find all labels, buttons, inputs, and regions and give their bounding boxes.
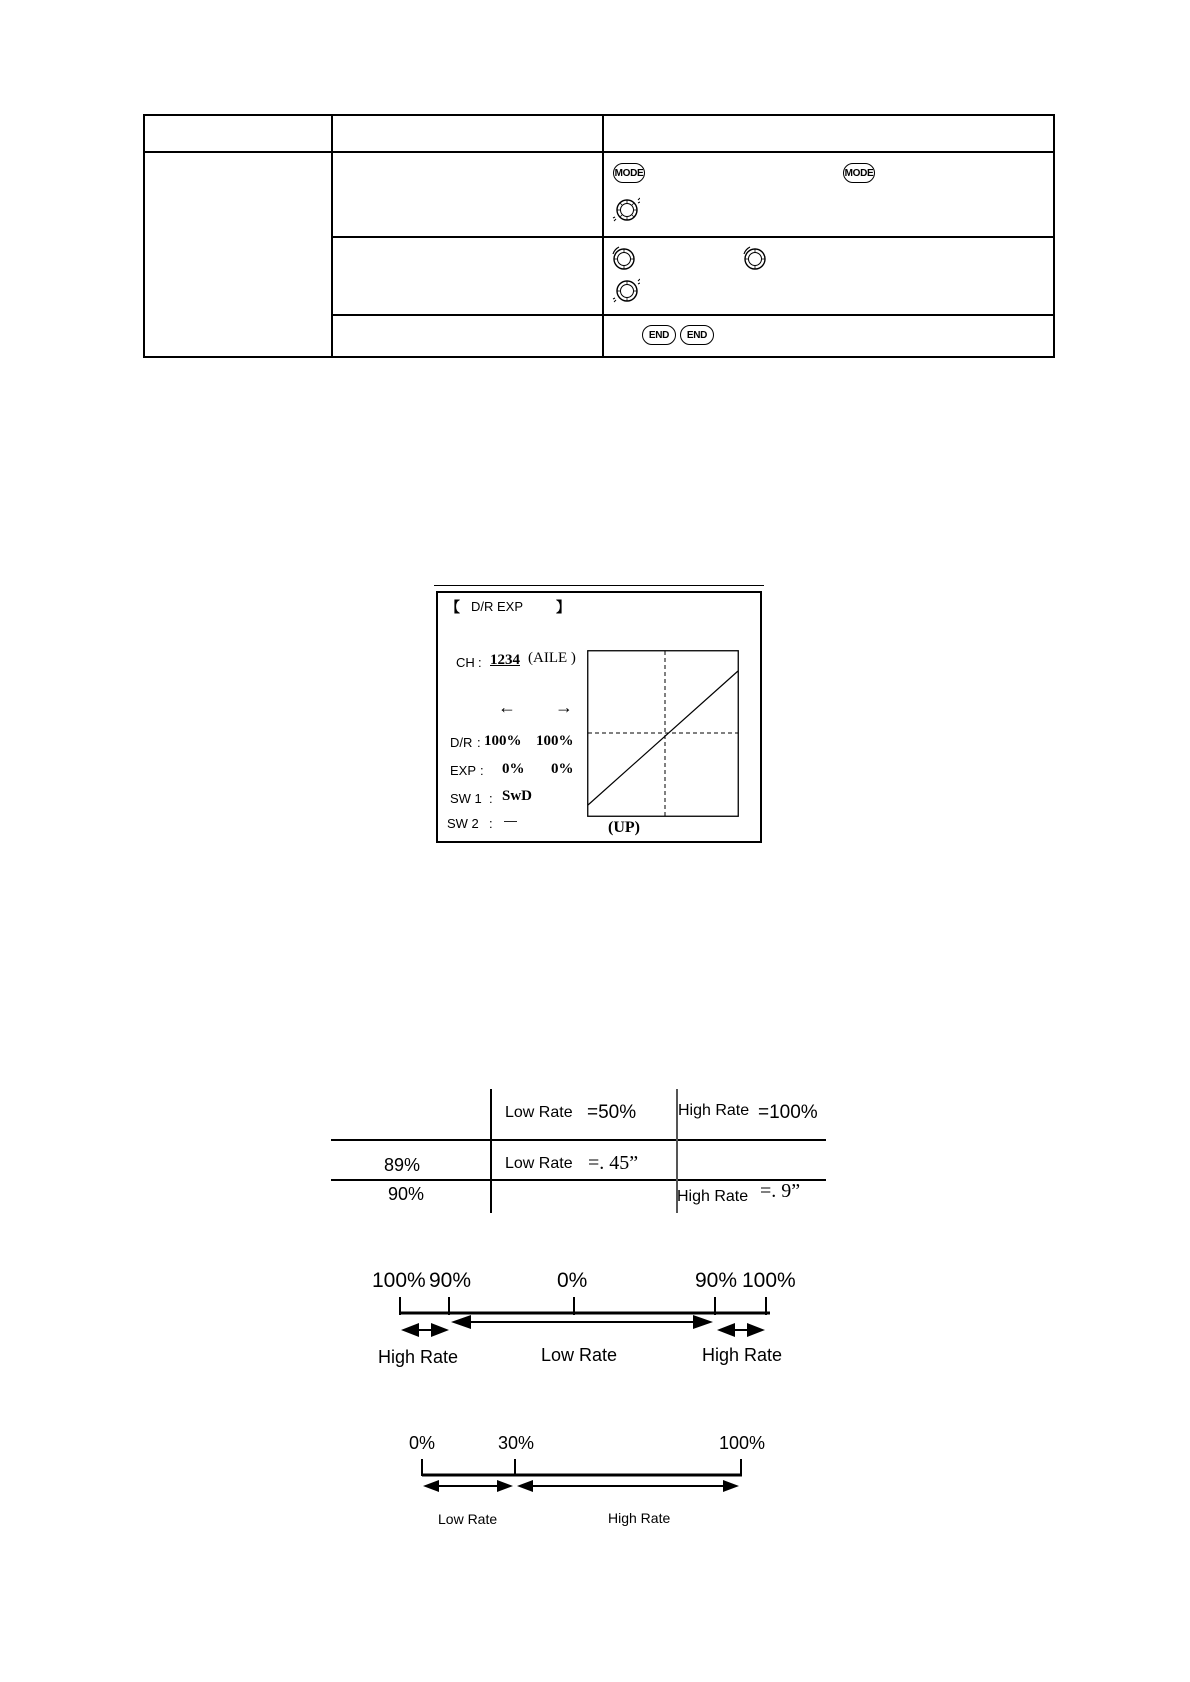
table-row-rule bbox=[332, 236, 1055, 238]
scale2-arrowhead bbox=[723, 1480, 739, 1492]
scale1-low-rate: Low Rate bbox=[541, 1345, 618, 1365]
sw1-value: SwD bbox=[502, 788, 533, 804]
scale2-high-rate: High Rate bbox=[608, 1510, 671, 1526]
lcd-screen bbox=[436, 591, 762, 843]
sw2-sep: : bbox=[489, 816, 493, 831]
mode-button-icon: MODE bbox=[843, 163, 875, 183]
scale1-arrowhead bbox=[431, 1323, 449, 1337]
left-arrow-icon: ← bbox=[498, 697, 516, 717]
exp-label: EXP bbox=[450, 763, 477, 778]
row1-low-label: Low Rate bbox=[505, 1155, 573, 1172]
sw2-value: — bbox=[504, 813, 517, 828]
dr-curve-graph bbox=[587, 650, 739, 817]
table-border-right bbox=[1053, 114, 1055, 358]
title-bracket-close: 】 bbox=[556, 599, 570, 615]
scale2-label-0: 0% bbox=[409, 1433, 436, 1453]
scale2-label-100: 100% bbox=[719, 1433, 766, 1453]
scale1-label-0: 0% bbox=[557, 1269, 588, 1292]
dr-label: D/R bbox=[450, 735, 473, 750]
row1-low-value: =. 45” bbox=[588, 1152, 639, 1174]
end-button-icon: END bbox=[680, 325, 714, 345]
sw1-sep: : bbox=[489, 791, 493, 806]
ch-value: 1234 bbox=[490, 652, 520, 668]
scale1-arrowhead bbox=[451, 1315, 471, 1329]
screen-top-rule bbox=[434, 585, 764, 586]
low-rate-value: =50% bbox=[587, 1102, 637, 1123]
scale2-label-30: 30% bbox=[498, 1433, 535, 1453]
scale1-diagram bbox=[385, 1290, 785, 1342]
row1-left-value: 89% bbox=[384, 1155, 421, 1175]
right-arrow-icon: → bbox=[555, 697, 573, 717]
dial-rotate-icon bbox=[741, 245, 769, 273]
dr-sep: : bbox=[477, 735, 481, 750]
rate-table-rule-2 bbox=[331, 1179, 826, 1181]
scale2-arrowhead bbox=[423, 1480, 439, 1492]
dr-left-value: 100% bbox=[484, 733, 522, 749]
dial-rotate-icon bbox=[610, 245, 638, 273]
scale2-low-rate: Low Rate bbox=[438, 1511, 498, 1527]
table-border-bottom bbox=[143, 356, 1055, 358]
rate-table-col-1 bbox=[490, 1089, 492, 1213]
sw2-label: SW 2 bbox=[447, 816, 479, 831]
graph-caption: (UP) bbox=[608, 819, 640, 836]
ch-label: CH bbox=[456, 655, 475, 670]
rate-table-rule-1 bbox=[331, 1139, 826, 1141]
scale1-high-rate-right: High Rate bbox=[702, 1345, 783, 1365]
scale1-label-90-left: 90% bbox=[429, 1269, 472, 1292]
exp-sep: : bbox=[480, 763, 484, 778]
ch-sep: : bbox=[478, 655, 482, 670]
scale2-arrowhead bbox=[517, 1480, 533, 1492]
scale1-arrowhead bbox=[693, 1315, 713, 1329]
low-rate-label: Low Rate bbox=[505, 1104, 573, 1121]
scale1-high-rate-left: High Rate bbox=[378, 1347, 459, 1367]
table-header-rule bbox=[143, 151, 1055, 153]
high-rate-value: =100% bbox=[758, 1102, 818, 1123]
exp-right-value: 0% bbox=[551, 761, 574, 777]
screen-title: D/R EXP bbox=[471, 599, 524, 614]
table-col-rule bbox=[602, 114, 604, 358]
table-row-rule bbox=[332, 314, 1055, 316]
table-col-rule bbox=[331, 114, 333, 358]
row2-left-value: 90% bbox=[388, 1184, 425, 1204]
scale1-label-100-left: 100% bbox=[372, 1269, 426, 1292]
mode-button-icon: MODE bbox=[613, 163, 645, 183]
end-button-icon: END bbox=[642, 325, 676, 345]
scale2-arrowhead bbox=[497, 1480, 513, 1492]
title-bracket-open: 【 bbox=[446, 599, 460, 615]
scale1-arrowhead bbox=[401, 1323, 419, 1337]
scale1-arrowhead bbox=[717, 1323, 735, 1337]
table-border-top bbox=[143, 114, 1055, 116]
row2-high-label: High Rate bbox=[677, 1188, 749, 1205]
row2-high-value: =. 9” bbox=[760, 1180, 801, 1202]
high-rate-label: High Rate bbox=[678, 1102, 750, 1119]
scale1-label-90-right: 90% bbox=[695, 1269, 738, 1292]
ch-name: (AILE ) bbox=[528, 650, 576, 666]
table-border-left bbox=[143, 114, 145, 358]
sw1-label: SW 1 bbox=[450, 791, 482, 806]
dial-push-icon bbox=[612, 196, 640, 224]
dial-push-icon bbox=[612, 277, 640, 305]
dr-right-value: 100% bbox=[536, 733, 574, 749]
steps-table bbox=[143, 114, 1055, 358]
scale2-diagram bbox=[415, 1453, 755, 1493]
exp-left-value: 0% bbox=[502, 761, 525, 777]
scale1-arrowhead bbox=[747, 1323, 765, 1337]
graph-curve-line bbox=[588, 671, 738, 805]
scale1-label-100-right: 100% bbox=[742, 1269, 796, 1292]
